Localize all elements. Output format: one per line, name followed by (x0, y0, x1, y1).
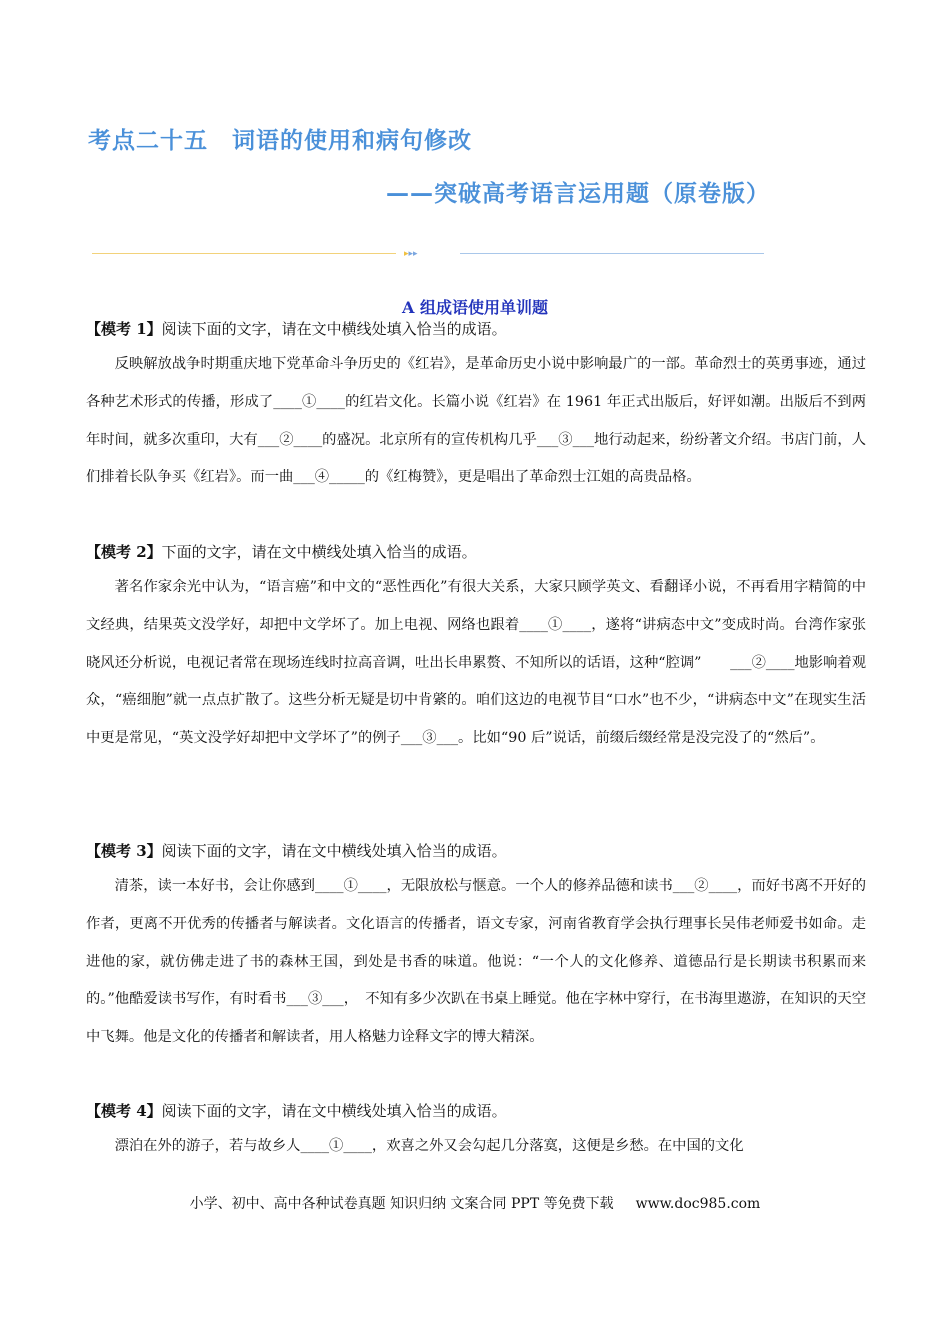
question-passage: 著名作家余光中认为，“语言癌”和中文的“恶性西化”有很大关系，大家只顾学英文、看翻译小说，不再看用字精简的中文经典，结果英文没学好，却把中文学坏了。加上电视、网络也跟着____①____，遂将“讲病态中文”变成时尚。台湾作家张晓风还分析说，电视记者常在现场连线时拉高音调，吐出长串累赘、不知所以的话语，这种“腔调” ___②____地影响着观众，“癌细胞”就一点点扩散了。这些分析无疑是切中肯綮的。咱们这边的电视节目“口水”也不少，“讲病态中文”在现实生活中更是常见，“英文没学好却把中文学坏了”的例子___③___。比如“90 后”说话，前缀后缀经常是没完没了的“然后”。 (86, 579, 866, 747)
divider-line-right (460, 253, 764, 254)
question-label: 【模考 2】 (86, 543, 162, 561)
page-footer (0, 1193, 950, 1213)
title-divider (92, 246, 764, 262)
question-passage: 漂泊在外的游子，若与故乡人____①____，欢喜之外又会勾起几分落寞，这便是乡愁。在中国的文化 (114, 1138, 744, 1154)
question-label: 【模考 4】 (86, 1102, 162, 1120)
footer-text: 小学、初中、高中各种试卷真题 知识归纳 文案合同 PPT 等免费下载 (189, 1196, 614, 1212)
divider-line-left (92, 253, 396, 254)
question-header (86, 1100, 866, 1122)
divider-arrows (404, 246, 418, 262)
question-block-3 (86, 840, 866, 1057)
question-block-4 (86, 1100, 866, 1166)
section-heading: A 组成语使用单训题 (402, 298, 548, 317)
question-block-2 (86, 541, 866, 758)
question-header (86, 840, 866, 862)
arrow-right-icon: ▸ (404, 249, 409, 259)
question-header (86, 541, 866, 563)
double-arrow-right-icon: ▸▸ (408, 249, 418, 259)
question-instruction: 阅读下面的文字，请在文中横线处填入恰当的成语。 (161, 320, 507, 338)
question-instruction: 阅读下面的文字，请在文中横线处填入恰当的成语。 (161, 842, 507, 860)
question-label: 【模考 1】 (86, 320, 162, 338)
document-title: 考点二十五 词语的使用和病句修改 (88, 128, 472, 154)
question-passage: 反映解放战争时期重庆地下党革命斗争历史的《红岩》，是革命历史小说中影响最广的一部。革命烈士的英勇事迹，通过各种艺术形式的传播，形成了____①____的红岩文化。长篇小说《红岩》在 1961 年正式出版后，好评如潮。出版后不到两年时间，就多次重印，大有___②____的盛况。北京所有的宣传机构几乎___③___地行动起来，纷纷著文介绍。书店门前，人们排着长队争买《红岩》。而一曲___④_____的《红梅赞》，更是唱出了革命烈士江姐的高贵品格。 (86, 356, 866, 486)
footer-url: www.doc985.com (635, 1196, 761, 1212)
question-header (86, 318, 866, 340)
question-instruction: 下面的文字，请在文中横线处填入恰当的成语。 (161, 543, 477, 561)
question-passage: 清茶，读一本好书，会让你感到____①____，无限放松与惬意。一个人的修养品德和读书___②____，而好书离不开好的作者，更离不开优秀的传播者与解读者。文化语言的传播者，语文专家，河南省教育学会执行理事长吴伟老师爱书如命。走进他的家，就仿佛走进了书的森林王国，到处是书香的味道。他说：“一个人的文化修养、道德品行是长期读书积累而来的。”他酷爱读书写作，有时看书___③___， 不知有多少次趴在书桌上睡觉。他在字林中穿行，在书海里遨游，在知识的天空中飞舞。他是文化的传播者和解读者，用人格魅力诠释文字的博大精深。 (86, 878, 866, 1046)
document-subtitle: ——突破高考语言运用题（原卷版） (386, 181, 770, 207)
question-label: 【模考 3】 (86, 842, 162, 860)
question-block-1 (86, 318, 866, 497)
question-instruction: 阅读下面的文字，请在文中横线处填入恰当的成语。 (161, 1102, 507, 1120)
